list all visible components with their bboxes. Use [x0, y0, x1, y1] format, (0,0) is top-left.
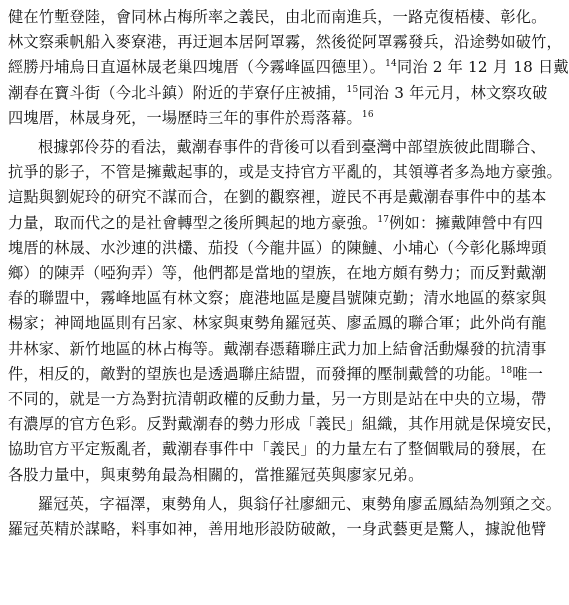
paragraph-1 — [0, 5, 569, 131]
paragraph-2 — [0, 135, 562, 488]
text-line: 有濃厚的官方色彩。反對戴潮春的勢力形成「義民」組織，其作用就是保境安民， — [8, 415, 562, 434]
text-line: 鄉）的陳弄（啞狗弄）等，他們都是當地的望族，在地方頗有勢力；而反對戴潮 — [8, 264, 547, 283]
text-segment: 同治 2 年 12 月 18 日戴 — [396, 58, 569, 77]
paragraph-3 — [0, 492, 562, 542]
text-line: 井林家、新竹地區的林占梅等。戴潮春憑藉聯庄武力加上結會活動爆發的抗清事 — [8, 339, 547, 358]
text-line: 抗爭的影子，不管是擁戴起事的，或是支持官方平亂的，其領導者多為地方豪強。 — [8, 163, 562, 182]
text-line — [8, 211, 544, 236]
text-line: 羅冠英，字福澤，東勢角人，與翁仔社廖細元、東勢角廖孟鳳結為刎頸之交。 — [38, 494, 562, 513]
text-line — [8, 106, 524, 131]
text-line — [8, 362, 544, 387]
text-line — [8, 81, 548, 106]
text-line: 春的聯盟中，霧峰地區有林文察；鹿港地區是慶昌號陳克勤；清水地區的蔡家與 — [8, 289, 547, 308]
footnote-ref[interactable]: 17 — [377, 214, 390, 225]
text-line — [8, 55, 569, 80]
text-segment: 力量，取而代之的是社會轉型之後所興起的地方豪強。 — [8, 213, 378, 232]
footnote-ref[interactable]: 16 — [361, 109, 374, 120]
text-line: 這點與劉妮玲的研究不謀而合，在劉的觀察裡，遊民不再是戴潮春事件中的基本 — [8, 188, 547, 207]
text-line: 林文察乘帆船入麥寮港，再迂迴本居阿罩霧，然後從阿罩霧發兵，沿途勢如破竹， — [8, 33, 562, 52]
text-segment: 同治 3 年元月，林文察攻破 — [358, 83, 548, 102]
text-line: 塊厝的林晟、水沙連的洪欉、茄投（今龍井區）的陳鰱、小埔心（今彰化縣埤頭 — [8, 238, 547, 257]
text-segment: 潮春在寶斗街（今北斗鎮）附近的芋寮仔庄被捕， — [8, 83, 347, 102]
footnote-ref[interactable]: 14 — [385, 59, 397, 70]
text-line: 楊家；神岡地區則有呂家、林家與東勢角羅冠英、廖孟鳳的聯合軍；此外尚有龍 — [8, 314, 547, 333]
footnote-ref[interactable]: 15 — [346, 84, 359, 95]
text-line: 羅冠英精於謀略，料事如神，善用地形設防破敵，一身武藝更是驚人，據說他臂 — [8, 520, 547, 539]
text-segment: 例如：擁戴陣營中有四 — [389, 213, 544, 232]
footnote-ref[interactable]: 18 — [500, 365, 513, 376]
text-segment: 四塊厝，林晟身死，一場歷時三年的事件於焉落幕。 — [8, 108, 362, 127]
text-line: 不同的，就是一方為對抗清朝政權的反動力量，另一方則是站在中央的立場，帶 — [8, 390, 547, 409]
document-page — [0, 5, 569, 605]
text-line: 根據郭伶芬的看法，戴潮春事件的背後可以看到臺灣中部望族彼此間聯合、 — [38, 138, 546, 157]
text-line: 各股力量中，與東勢角最為相關的，當推羅冠英與廖家兄弟。 — [8, 465, 424, 484]
text-line: 協助官方平定叛亂者，戴潮春事件中「義民」的力量左右了整個戰局的發展，在 — [8, 440, 547, 459]
text-segment: 唯一 — [512, 364, 544, 383]
text-segment: 件，相反的，敵對的望族也是透過聯庄結盟，而發揮的壓制戴營的功能。 — [8, 364, 501, 383]
text-segment: 經勝丹埔烏日直逼林晟老巢四塊厝（今霧峰區四德里）。 — [8, 58, 386, 77]
text-line: 健在竹塹登陸，會同林占梅所率之義民，由北而南進兵，一路克復梧棲、彰化。 — [8, 8, 547, 26]
